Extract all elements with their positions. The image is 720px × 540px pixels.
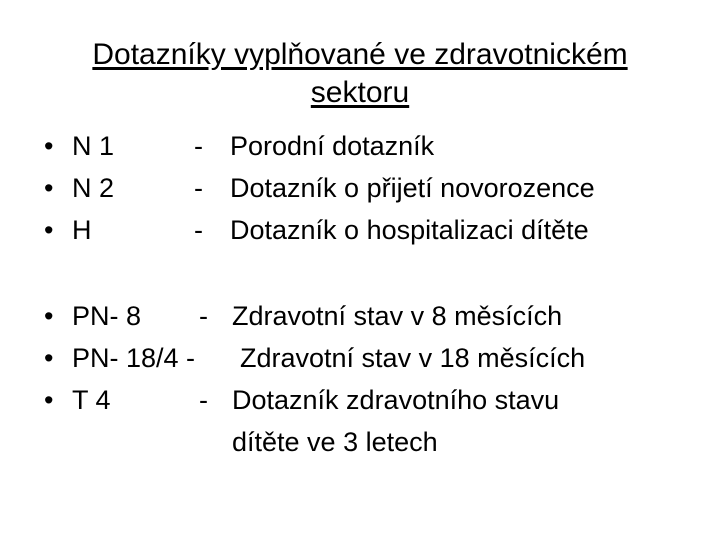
title-line-1: Dotazníky vyplňované ve zdravotnickém [92,38,628,71]
item-description-continuation: dítěte ve 3 letech [232,427,438,457]
slide-title [40,36,680,112]
bullet-icon: • [44,301,54,331]
item-code: N 2 [72,173,115,203]
bullet-icon: • [44,131,54,161]
item-description: Dotazník o přijetí novorozence [230,173,595,203]
item-code: N 1 [72,131,115,161]
item-code: PN- 8 [72,301,142,331]
bullet-icon: • [44,343,54,373]
bullet-icon: • [44,173,54,203]
item-description: Dotazník o hospitalizaci dítěte [230,215,589,245]
item-dash: - [194,215,203,245]
item-description: Zdravotní stav v 8 měsících [232,301,563,331]
item-dash: - [199,385,208,415]
item-dash: - [194,173,203,203]
item-description: Dotazník zdravotního stavu [232,385,560,415]
bullet-icon: • [44,385,54,415]
item-description: Zdravotní stav v 18 měsících [240,343,586,373]
item-code: T 4 [72,385,111,415]
item-code: PN- 18/4 - [72,343,196,373]
item-code: H [72,215,92,245]
title-line-2: sektoru [310,76,410,109]
bullet-icon: • [44,215,54,245]
item-dash: - [194,131,203,161]
item-dash: - [199,301,208,331]
item-description: Porodní dotazník [230,131,435,161]
